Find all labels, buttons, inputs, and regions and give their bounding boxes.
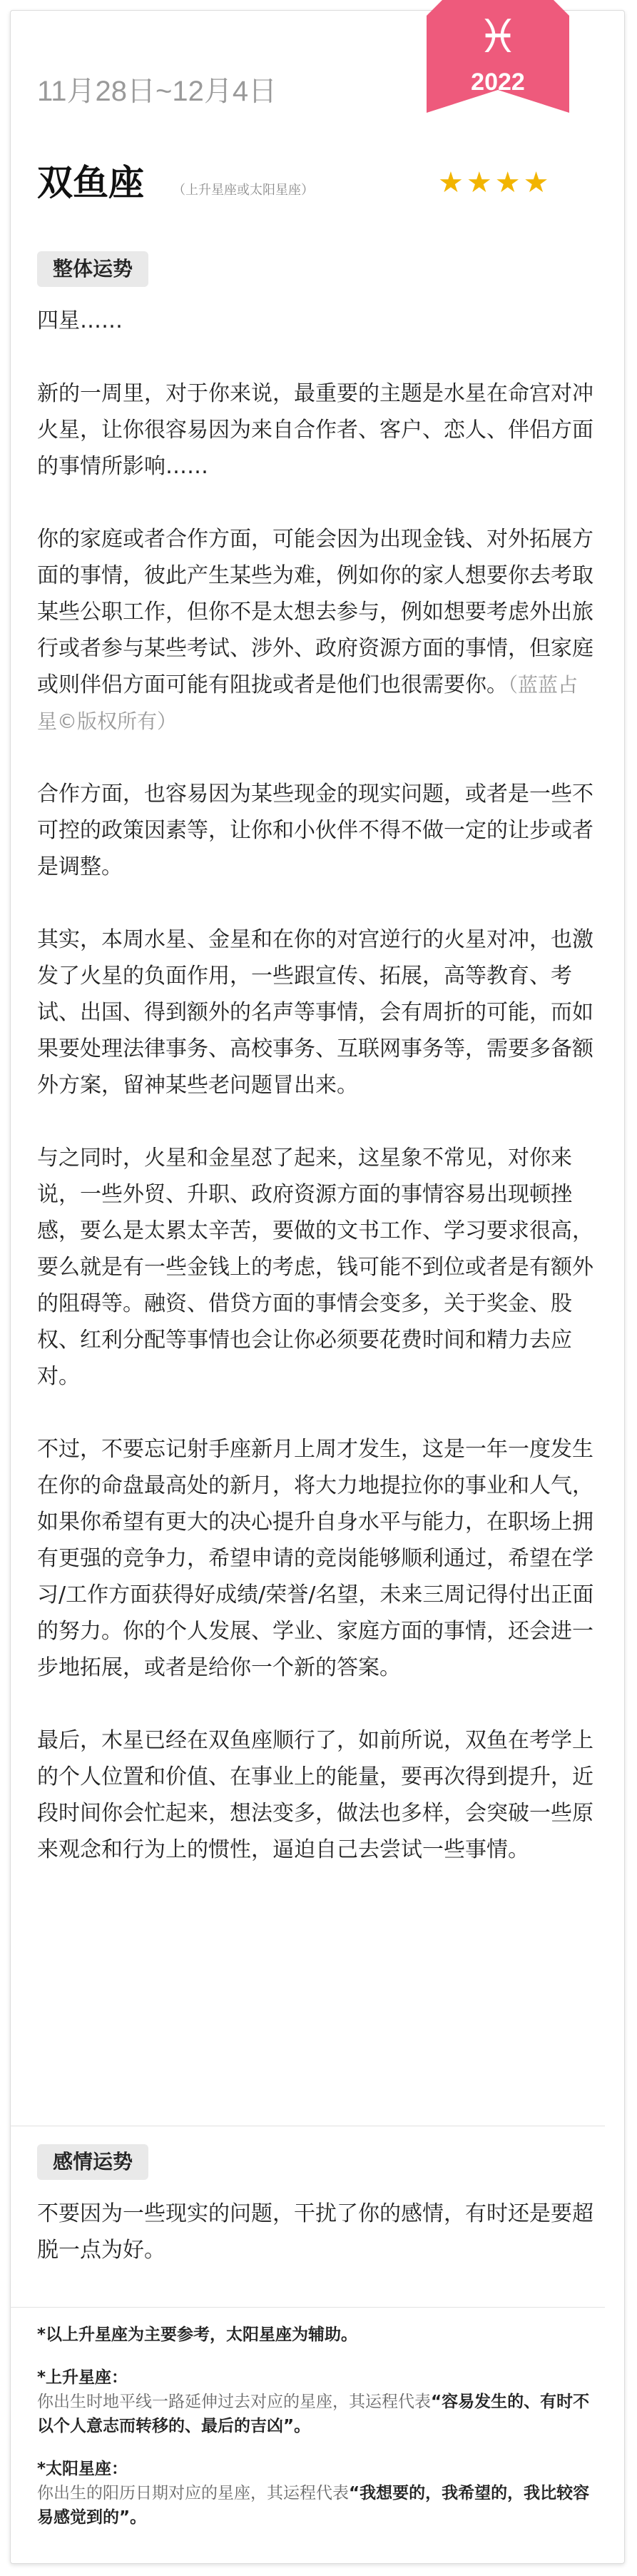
sun-sign-text: 你出生的阳历日期对应的星座，其运程代表 xyxy=(37,2484,349,2502)
rating-stars: ★★★★ xyxy=(438,166,552,199)
love-fortune-tag: 感情运势 xyxy=(37,2144,148,2180)
overall-fortune-text xyxy=(37,303,596,1904)
rising-sign-heading: *上升星座： xyxy=(37,2368,128,2387)
page-title: 双鱼座 xyxy=(37,162,144,203)
rising-sign-text: 你出生时地平线一路延伸过去对应的星座，其运程代表 xyxy=(37,2393,431,2411)
overall-paragraph: 其实，本周水星、金星和在你的对宫逆行的火星对冲，也激发了火星的负面作用，一些跟宣传、拓展，高等教育、考试、出国、得到额外的名声等事情，会有周折的可能，而如果要处理法律事务、高校事务、互联网事务等，需要多备额外方案，留神某些老问题冒出来。 xyxy=(37,927,593,1098)
love-paragraph: 不要因为一些现实的问题，干扰了你的感情，有时还是要超脱一点为好。 xyxy=(37,2201,593,2263)
notes-divider xyxy=(10,2307,605,2308)
overall-paragraph: 新的一周里，对于你来说，最重要的主题是水星在命宫对冲火星，让你很容易因为来自合作者、客户、恋人、伴侣方面的事情所影响…… xyxy=(37,381,593,479)
overall-fortune-tag: 整体运势 xyxy=(37,251,148,287)
sun-sign-note xyxy=(37,2457,596,2530)
overall-paragraph: 四星…… xyxy=(37,308,123,333)
overall-paragraph: 合作方面，也容易因为某些现金的现实问题，或者是一些不可控的政策因素等，让你和小伙伴不得不做一定的让步或者是调整。 xyxy=(37,782,593,879)
love-fortune-text xyxy=(37,2196,596,2305)
footnotes xyxy=(37,2323,596,2548)
sun-sign-heading: *太阳星座： xyxy=(37,2460,128,2478)
title-subtitle: （上升星座或太阳星座） xyxy=(173,183,314,198)
sun-sign-quote: “我想要的，我希望的，我比较容易感觉到的”。 xyxy=(37,2484,590,2527)
rising-sign-note xyxy=(37,2365,596,2438)
overall-paragraph: 不过，不要忘记射手座新月上周才发生，这是一年一度发生在你的命盘最高处的新月，将大力地提拉你的事业和人气，如果你希望有更大的决心提升自身水平与能力，在职场上拥有更强的竞争力，希望申请的竞岗能够顺利通过，希望在学习/工作方面获得好成绩/荣誉/名望，未来三周记得付出正面的努力。你的个人发展、学业、家庭方面的事情，还会进一步地拓展，或者是给你一个新的答案。 xyxy=(37,1437,594,1680)
overall-paragraph-text: 你的家庭或者合作方面，可能会因为出现金钱、对外拓展方面的事情，彼此产生某些为难，例如你的家人想要你去考取某些公职工作，但你不是太想去参与，例如想要考虑外出旅行或者参与某些考试、涉外、政府资源方面的事情，但家庭或则伴侣方面可能有阻拢或者是他们也很需要你。 xyxy=(37,527,593,697)
overall-paragraph: 与之同时，火星和金星怼了起来，这星象不常见，对你来说，一些外贸、升职、政府资源方面的事情容易出现顿挫感，要么是太累太辛苦，要做的文书工作、学习要求很高，要么就是有一些金钱上的考虑，钱可能不到位或者是有额外的阻碍等。融资、借贷方面的事情会变多，关于奖金、股权、红利分配等事情也会让你必须要花费时间和精力去应对。 xyxy=(37,1146,593,1389)
date-range: 11月28日~12月4日 xyxy=(37,76,277,107)
copyright-credit: （蓝蓝占星©版权所有） xyxy=(37,673,579,733)
rising-sign-quote: “容易发生的、有时不以个人意志而转移的、最后的吉凶”。 xyxy=(37,2393,590,2435)
notes-intro: *以上升星座为主要参考，太阳星座为辅助。 xyxy=(37,2325,358,2344)
overall-paragraph xyxy=(37,521,596,739)
year-label: 2022 xyxy=(471,69,525,96)
pisces-icon: ♓ xyxy=(477,11,519,64)
overall-paragraph: 最后，木星已经在双鱼座顺行了，如前所说，双鱼在考学上的个人位置和价值、在事业上的能量，要再次得到提升，近段时间你会忙起来，想法变多，做法也多样，会突破一些原来观念和行为上的惯性，逼迫自己去尝试一些事情。 xyxy=(37,1728,593,1862)
zodiac-ribbon xyxy=(427,0,569,113)
